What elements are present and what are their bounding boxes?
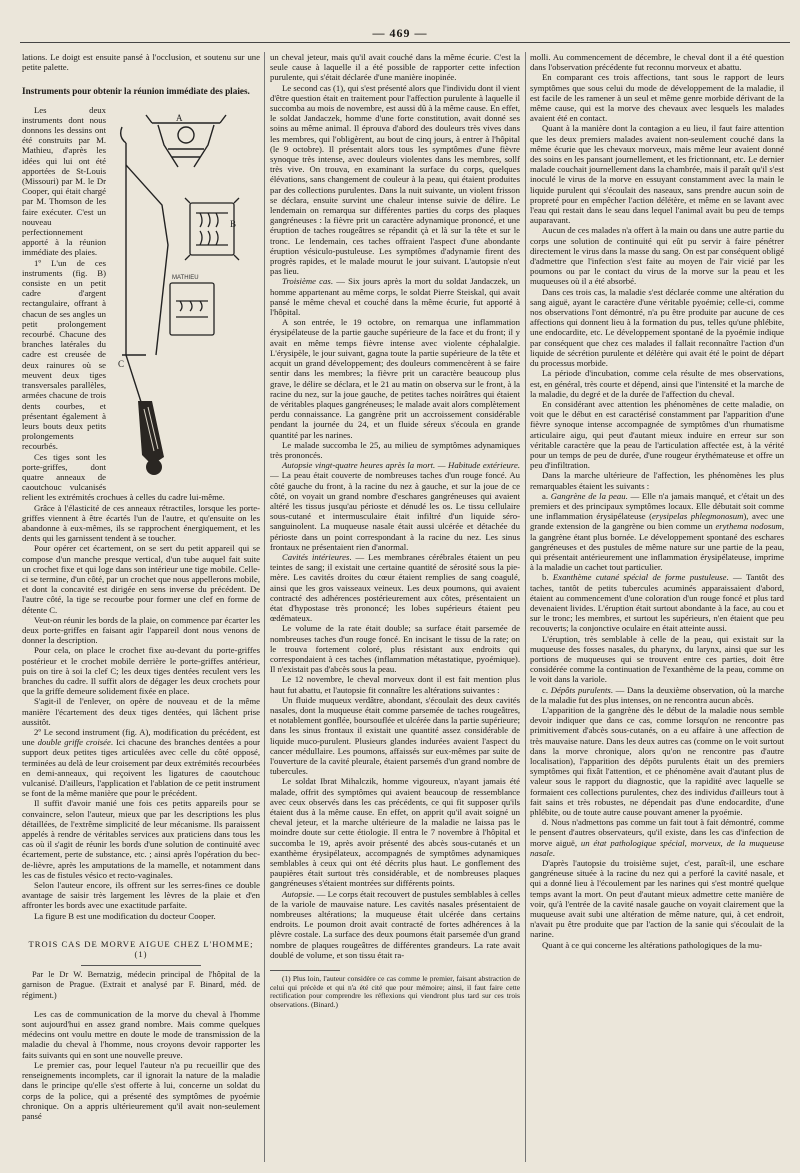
paragraph: Veut-on réunir les bords de la plaie, on commence par écarter les deux porte-griffes en faisant agir l'appareil dont nous venons de donner la description. — [22, 614, 260, 646]
paragraph: En comparant ces trois affections, tant sous le rapport de leurs symptômes que sous celui du mode de développement de la maladie, il est facile de les ramener à un seul et même genre morbide dérivant de la même cause, qui est la morve des chevaux avec lesquels les malades avaient été en contact. — [530, 72, 784, 124]
intro-text: lations. Le doigt est ensuite pansé à l'occlusion, et soutenu sur une petite palette. — [22, 52, 260, 73]
paragraph: En considérant avec attention les phénomènes de cette maladie, on voit que le début en est caractérisé constamment par l'apparition d'une fièvre synoque intense accompagnée de symptômes d'un rhumatisme articulaire aigu, qui peut d'autant mieux induire en erreur sur son véritable caractère que la peau de l'articulation affectée est, à la vérité pour un temps de peu de durée, d'une rougeur érythémateuse et offre un peu d'infiltration. — [530, 398, 784, 471]
figure-a-claw — [146, 112, 226, 167]
italic-run: erysipelas phlegmonosum — [652, 511, 744, 522]
paragraph: molli. Au commencement de décembre, le cheval dont il a été question dans l'observation précédente fut reconnu morveux et abattu. — [530, 52, 784, 73]
paragraph: Selon l'auteur encore, ils offrent sur les serres-fines ce double avantage de saisir très largement les lèvres de la plaie et d'en affronter les bords avec une exactitude parfaite. — [22, 880, 260, 911]
paragraph: Le soldat Ibrat Mihalczik, homme vigoureux, n'ayant jamais été malade, offrit des symptômes qui avaient beaucoup de ressemblance avec ceux observés dans les cas précédents, ce qui fit supposer qu'ils étaient dus à la même cause. En effet, on apprit qu'il avait soigné un cheval jeteur, et la marche ultérieure de la maladie ne laissa pas le moindre doute sur cette étiologie. Il entra le 7 novembre à l'hôpital et succomba le 19, après avoir présenté des abcès sous-cutanés et un exanthème érysipélateux, accompagnés de symptômes adynamiques semblables à ceux qui ont été décrits plus haut. Le gonflement des paupières était surtout très considérable, et de nombreuses plaques gangréneuses s'étaient montrées sur différents points. — [270, 776, 520, 889]
paragraph: Les deux instruments dont nous donnons les dessins ont été construits par M. Mathieu, d'après les idées qui lui ont été apportées de St-Louis (Missouri) par M. le Dr Cooper, qui était chargé par M. Thomson de les faire exécuter. C'est un nouveau perfectionnement apporté à la réunion immédiate des plaies. — [22, 104, 106, 258]
text-run: b. — [542, 572, 553, 583]
text-run: ), avec une grande extension de la gangrène ou bien comme un — [530, 511, 784, 532]
italic-run: un état pathologique spécial, morveux, de la muqueuse nasale — [530, 837, 784, 858]
paragraph: Les cas de communication de la morve du cheval à l'homme sont aujourd'hui en assez grand nombre. Mais comme quelques médecins ont voulu mettre en doute le mode de transmission de la maladie du cheval à l'homme, nous croyons devoir rapporter les faits suivants qui en sont une nouvelle preuve. — [22, 1008, 260, 1060]
footnote-rule — [270, 970, 340, 971]
italic-run: erythema nodosum — [715, 521, 782, 532]
paragraph: Aucun de ces malades n'a offert à la main ou dans une autre partie du corps une solution de continuité qui eût pu servir à faire pénétrer directement le virus dans la masse du sang. On est par conséquent obligé d'admettre que l'infection s'est faite au moyen de l'air vicié par les poumons ou par le contact du virus de la morve sur la peau et les muqueuses où il a été absorbé. — [530, 225, 784, 287]
figure-label-b: B — [230, 218, 237, 229]
paragraph: Pour cela, on place le crochet fixe au-devant du porte-griffes postérieur et le crochet mobile derrière le porte-griffes antérieur, puis on tire à soi la clef C; les deux tiges dentées reculent vers les branches du cadre. Il suffit alors de dégager les deux crochets pour que la griffe demeure solidement fixée en place. — [22, 645, 260, 697]
paragraph: Le premier cas, pour lequel l'auteur n'a pu recueillir que des renseignements incomplets, car il ignorait la nature de la maladie dans le principe qu'elle s'est offerte à lui, concerne un soldat du corps de la police, qui a présenté des symptômes de pyoémie chronique. On a appris ultérieurement qu'il avait non-seulement pansé — [22, 1059, 260, 1121]
figure-frame-open — [170, 283, 214, 335]
footnote: (1) Plus loin, l'auteur considère ce cas comme le premier, faisant abstraction de celui qui précède et qui n'a été cité que pour mémoire; ainsi, il faut faire cette rectification pour comprendre les réflexions qui viendront plus tard sur ces trois observations. (Binard.) — [270, 974, 520, 1009]
figure-c-instrument — [121, 127, 168, 405]
text-run: , la gangrène étant plus bornée. Le développement spontané des eschares gangréneuses et des pustules de même nature sur une partie de la peau, qui présentait antérieurement une inflammation érysipélateuse, imprime à la maladie un cachet tout particulier. — [530, 521, 784, 573]
paragraph — [530, 572, 784, 633]
italic-run: Dépôts purulents — [550, 684, 611, 695]
text-run: d. Nous n'admettons pas comme un fait tout à fait démontré, comme le pensent d'autres observateurs, qu'il existe, dans les cas d'infection de morve aiguë, — [530, 817, 784, 848]
title-rule — [81, 965, 201, 966]
paragraph: D'après l'autopsie du troisième sujet, c'est, paraît-il, une eschare gangréneuse située à la racine du nez qui a perforé la cavité nasale, et qui a donné lieu à l'écoulement par les narines qui s'est montré quelque temps avant la mort. On peut d'autant mieux admettre cette manière de voir, qu'à l'entrée de la cavité nasale gauche on voyait clairement que la muqueuse avait subi une altération de même nature, qui, à cet endroit, n'avait pu être produite que par l'action de la sanie qui s'écoulait de la narine. — [530, 858, 784, 940]
text-run: . — Six jours après la mort du soldat Jandaczek, un homme appartenant au même corps, le soldat Pierre Steiskal, qui avait pansé le même cheval et couché dans la même écurie, fut apporté à l'hôpital. — [270, 276, 520, 318]
column-2 — [270, 52, 520, 1160]
article-title — [22, 939, 260, 959]
text-run: . — Elle n'a jamais manqué, et c'était un des premiers et des principaux symptômes locaux. Elle débutait soit comme une inflammation érysipélateuse ( — [530, 490, 784, 522]
paragraph: Dans la marche ultérieure de l'affection, les phénomènes les plus remarquables étaient les suivants : — [530, 470, 784, 491]
paragraph — [270, 552, 520, 623]
text-run: a. — [542, 490, 551, 501]
italic-run: Exanthème cutané spécial de forme pustuleuse — [552, 572, 727, 583]
paragraph: Grâce à l'élasticité de ces anneaux rétractiles, lorsque les porte-griffes viennent à être écartés l'un de l'autre, et qu'ensuite on les abandonne à eux-mêmes, ils se rapprochent énergiquement, et les dents qui les garnissent tendent à se toucher. — [22, 502, 260, 544]
figure-label-a: A — [176, 112, 183, 123]
text-run: c. — [542, 684, 551, 695]
paragraph — [270, 460, 520, 552]
paragraph: La période d'incubation, comme cela résulte de mes observations, est, en général, très courte et dépend, ainsi que l'intensité et la marche de la maladie, du degré et de la durée de l'affection du cheval. — [530, 368, 784, 399]
text-run: . — Le corps était recouvert de pustules semblables à celles de la variole de mauvaise nature. Les cavités nasales présentaient de nombreuses altérations; la muqueuse était ulcérée dans certains endroits. Le poumon droit avait contracté de fortes adhérences à la plèvre costale. La surface des deux poumons était parsemée d'un grand nombre de plaques rougeâtres de différentes grandeurs. La rate avait doublé de volume, et son tissu était ra- — [270, 888, 520, 960]
text-run: . — [552, 847, 555, 858]
column-separator — [264, 52, 265, 1162]
paragraph: Un fluide muqueux verdâtre, abondant, s'écoulait des deux cavités nasales, dont la muqueuse était comme parsemée de taches rougeâtres, et notablement gonflée, boursouflée et ulcérée dans la partie supérieure; dans les sinus frontaux il existait une quantité assez considérable de liquide muco-purulent. Plusieurs glandes indurées avaient l'aspect du cancer médullaire. Les poumons, affaissés sur eux-mêmes par suite de l'ouverture de la cavité pleurale, étaient parsemés d'un grand nombre de tubercules. — [270, 694, 520, 777]
italic-run: Autopsie vingt-quatre heures après la mort. — Habitude extérieure. — [282, 460, 520, 471]
section-title: Instruments pour obtenir la réunion immédiate des plaies. — [22, 86, 250, 97]
paragraph: Le second cas (1), qui s'est présenté alors que l'individu dont il vient d'être question était en traitement pour l'affection purulente à laquelle il succomba au mois de novembre, est aussi dû à la même cause. En effet, le soldat Jandaczek, homme d'une forte constitution, avait donné ses soins au même animal. Il éprouva d'abord des douleurs très vives dans les membres, qui l'obligèrent, au bout de cinq jours, à entrer à l'hôpital (le 9 octobre). Il présentait alors tous les symptômes d'une fièvre synoque très intense, avec douleurs violentes dans les membres, sollf très vive. On trouva, en examinant la surface du corps, quelques élévations, sans changement de couleur à la peau, qui étaient produites par des collections purulentes. Dans la nuit suivante, un violent frisson se déclara, ensuite survint une chaleur intense suivie de délire. Le lendemain on remarqua sur différentes parties du corps des plaques gangréneuses : la fièvre prit un caractère adynamique prononcé, et une éruption de taches rougeâtres se répandit çà et là sur la tête et sur le tronc. Le lendemain, ces taches offraient l'aspect d'une abondante éruption vésiculo-pustuleuse. Les symptômes d'adynamie firent des progrès rapides, et le malade mourut le jour suivant. L'autopsie n'eut pas lieu. — [270, 82, 520, 277]
italic-run: Autopsie — [282, 888, 313, 899]
paragraph: S'agit-il de l'enlever, on opère de nouveau et de la même manière l'écartement des deux tiges dentées, qui lâchent prise aussitôt. — [22, 696, 260, 727]
text-run: . — Les membranes cérébrales étaient un peu teintes de sang; il existait une certaine quantité de sérosité sous la pie-mère. Les cavités droites du cœur étaient remplies de sang coagulé, ainsi que les gros vaisseaux veineux. Les deux poumons, qui avaient contracté des adhérences postérieurement aux côtes, présentaient un état d'hypostase très prononcé; les lobes supérieurs étaient peu œdémateux. — [270, 551, 520, 624]
paragraph: Le malade succomba le 25, au milieu de symptômes adynamiques très prononcés. — [270, 439, 520, 460]
paragraph — [530, 685, 784, 705]
italic-run: Gangrène de la peau — [550, 490, 626, 501]
italic-run: Troisième cas — [282, 276, 331, 287]
instrument-illustration — [112, 105, 260, 481]
paragraph: L'apparition de la gangrène dès le début de la maladie nous semble devoir indiquer que dans ce cas, comme lorsqu'on ne rencontre pas primitivement d'abcès sous-cutanés, on a eu affaire à une affection de très mauvaise nature. Dans les deux autres cas (comme on le voit surtout dans la morve chronique, alors qu'on ne rencontre pas d'autre localisation), l'apparition des dépôts purulents était un des premiers symptômes qui fixât l'attention, et ce phénomène avait d'autant plus de valeur sous le rapport du diagnostic, que la rapidité avec laquelle se formaient ces collections purulentes, chez des individus d'ailleurs tout à fait sains et très robustes, ne dépendait pas d'une endocardite, d'une phlébite, ou de toute autre cause pouvant amener la pyoémie. — [530, 705, 784, 818]
text-run: . — Tantôt des taches, tantôt de petits tubercules acuminés apparaissaient d'abord, étaient au commencement d'une coloration d'un rouge foncé et plus tard devenaient livides. L'éruption était surtout abondante à la face, au cou et sur le tronc; les membres, et surtout les supérieurs, n'en étaient que peu recouverts; la conjonctive oculaire en était atteinte aussi. — [530, 572, 784, 634]
paragraph: La figure B est une modification du docteur Cooper. — [34, 910, 216, 921]
paragraph: Quant à ce qui concerne les altérations pathologiques de la mu- — [542, 939, 763, 950]
paragraph: A son entrée, le 19 octobre, on remarqua une inflammation érysipélateuse de la partie gauche supérieure de la face et du front; il y avait en même temps fièvre intense avec violente céphalalgie. L'érysipèle, le jour suivant, gagna toute la partie supérieure de la tête et acquit un grand développement; des douleurs commencèrent à se faire sentir dans les membres; la fièvre prit un caractère beaucoup plus grave, le délire se déclara, et le 21 au matin on observa sur le front, à la racine du nez, sur la joue gauche, de petites taches noirâtres qui étaient de véritables plaques gangréneuses; le malade avait alors complètement perdu connaissance. La gangrène prit un accroissement considérable pendant la journée du 24, et un fluide séreux s'écoula en grande quantité par les narines. — [270, 317, 520, 440]
byline: Par le Dr W. Bernatzig, médecin principal de l'hôpital de la garnison de Prague. (Extrait et analysé par F. Binard, méd. de régiment.) — [22, 970, 260, 1000]
text-run: 2º Le second instrument (fig. A), modification du précédent, est une — [22, 727, 260, 748]
footnote-mark: (1) — [134, 949, 148, 960]
paragraph — [270, 276, 520, 317]
italic-run: Cavités intérieures — [282, 551, 350, 562]
maker-mark: MATHIEU — [172, 274, 199, 281]
paragraph: Le 12 novembre, le cheval morveux dont il est fait mention plus haut fut abattu, et l'autopsie fit connaître les altérations suivantes : — [270, 674, 520, 695]
figure-b-frame — [185, 198, 239, 260]
paragraph: Il suffit d'avoir manié une fois ces petits appareils pour se convaincre, selon l'auteur, mieux que par les descriptions les plus détaillées, de l'extrême simplicité de leur mécanisme. Ils paraissent appelés à rendre de véritables services aux praticiens dans tous les cas où il s'agit de réunir les bords d'une solution de continuité avec écartement, perte de substance, etc. ; ainsi après l'opération du bec-de-lièvre, après les amputations de la mamelle, et notamment dans les cas de fistules vésico et recto-vaginales. — [22, 798, 260, 880]
instrument-figure — [112, 105, 260, 481]
column-3 — [530, 52, 784, 1160]
paragraph: un cheval jeteur, mais qu'il avait couché dans la même écurie. C'est la seule cause à laquelle il a été possible de rapporter cette infection purulente, qui s'était déclarée d'une manière inopinée. — [270, 52, 520, 83]
page-number: — 469 — — [372, 26, 428, 40]
text-run: . Ici chacune des branches dentées a pour support deux petites tiges articulées avec celle du côté opposé, terminées au delà de leur croisement par deux extrémités recourbées en demi-anneaux, qui reçoivent les ligatures de caoutchouc vulcanisé. D'ailleurs, l'application et l'ablation de ce petit instrument se font de la même manière que pour le précédent. — [22, 737, 260, 799]
column-1 — [22, 52, 260, 1160]
header-rule — [20, 42, 790, 43]
text-run: . — Dans la deuxième observation, où la marche de la maladie fut des plus intenses, on ne rencontra aucun abcès. — [530, 684, 784, 705]
paragraph: Dans ces trois cas, la maladie s'est déclarée comme une altération du sang aiguë, ayant le caractère d'une véritable pyoémie; celle-ci, comme nos observations l'ont démontré, n'a pu être produite par aucune de ces affections qui donnent lieu à la formation du pus, telles qu'une phlébite, une endocardite, etc. Le développement spontané de la pyoémie indique par conséquent que chez ces malades il fallait reconnaître l'action d'un liquide de sécrétion purulente et délétère qui avait été le point de départ du processus morbide. — [530, 286, 784, 369]
paragraph: Pour opérer cet écartement, on se sert du petit appareil qui se compose d'un manche presque vertical, d'un tube auquel fait suite un crochet fixe et qui loge dans son intérieur une tige mobile. Celle-ci se termine, d'un côté, par un crochet que nous appellerons mobile, et dont la concavité est dirigée en sens inverse du précédent. De l'autre côté, la tige se recourbe pour former une clef en forme de détente C. — [22, 543, 260, 615]
paragraph: Quant à la manière dont la contagion a eu lieu, il faut faire attention que les deux premiers malades avaient non-seulement couché dans la même écurie que les chevaux morveux, mais même leur avaient donné des soins en les pansant journellement, et les frictionnant, etc. Le dernier malade couchait journellement dans la chambrée, mais il paraît qu'il s'est inoculé le virus de la morve en essuyant constamment avec la main le liquide purulent qui s'écoulait des naseaux, sans prendre aucun soin de propreté pour en empêcher l'action délétère, et même en se lavant avec l'eau qui restait dans le seau dans lequel l'animal avait bu peu de temps auparavant. — [530, 123, 784, 226]
paragraph: Ces tiges sont les porte-griffes, dont quatre anneaux de caoutchouc vulcanisés relient les extrémités crochues à celles du cadre lui-même. — [22, 451, 225, 503]
paragraph — [22, 727, 260, 798]
paragraph: Le volume de la rate était double; sa surface était parsemée de nombreuses taches d'un rouge foncé. En incisant le tissu de la rate; on le trouva fortement coloré, plus résistant aux endroits qui correspondaient à ces taches (inflammation métastatique, pyoémique). Il n'existait pas d'abcès sous la peau. — [270, 623, 520, 675]
paragraph — [270, 889, 520, 960]
paragraph — [530, 817, 784, 858]
italic-run: double griffe croisée — [37, 737, 111, 748]
paragraph: 1º L'un de ces instruments (fig. B) consiste en un petit cadre d'argent rectangulaire, offrant à chacun de ses angles un petit prolongement recourbé. Chacune des branches latérales du cadre est creusée de deux rainures où se meuvent deux tiges transversales parallèles, armées chacune de trois dents courbes, et présentant également à leurs bouts deux petits prolongements recourbés. — [22, 257, 106, 452]
paragraph: L'éruption, très semblable à celle de la peau, qui existait sur la muqueuse des fosses nasales, du pharynx, du larynx, ainsi que sur les portions de muqueuses qui se trouvent entre ces parties, doit être considérée comme la continuation de l'exanthème de la peau, comme on le voit dans la variole. — [530, 633, 784, 685]
text-run: — La peau était couverte de nombreuses taches d'un rouge foncé. Au côté gauche du front, à la racine du nez à gauche, et sur la joue de ce côté, on voyait un grand nombre d'eschares gangréneuses qui avaient altéré les tissus jusqu'au périoste et dénudé les os. Le tissu cellulaire sous-cutané et intermusculaire était infiltré d'un liquide séro-sanguinolent. La muqueuse nasale était aussi ulcérée et détachée du périoste dans un point correspondant à la racine du nez. Les sinus frontaux ne présentaient rien d'anormal. — [270, 470, 520, 552]
figure-label-c: C — [118, 358, 125, 369]
column-separator — [525, 52, 526, 1162]
article-title-text: TROIS CAS DE MORVE AIGUE CHEZ L'HOMME; — [28, 938, 254, 949]
paragraph — [530, 491, 784, 573]
